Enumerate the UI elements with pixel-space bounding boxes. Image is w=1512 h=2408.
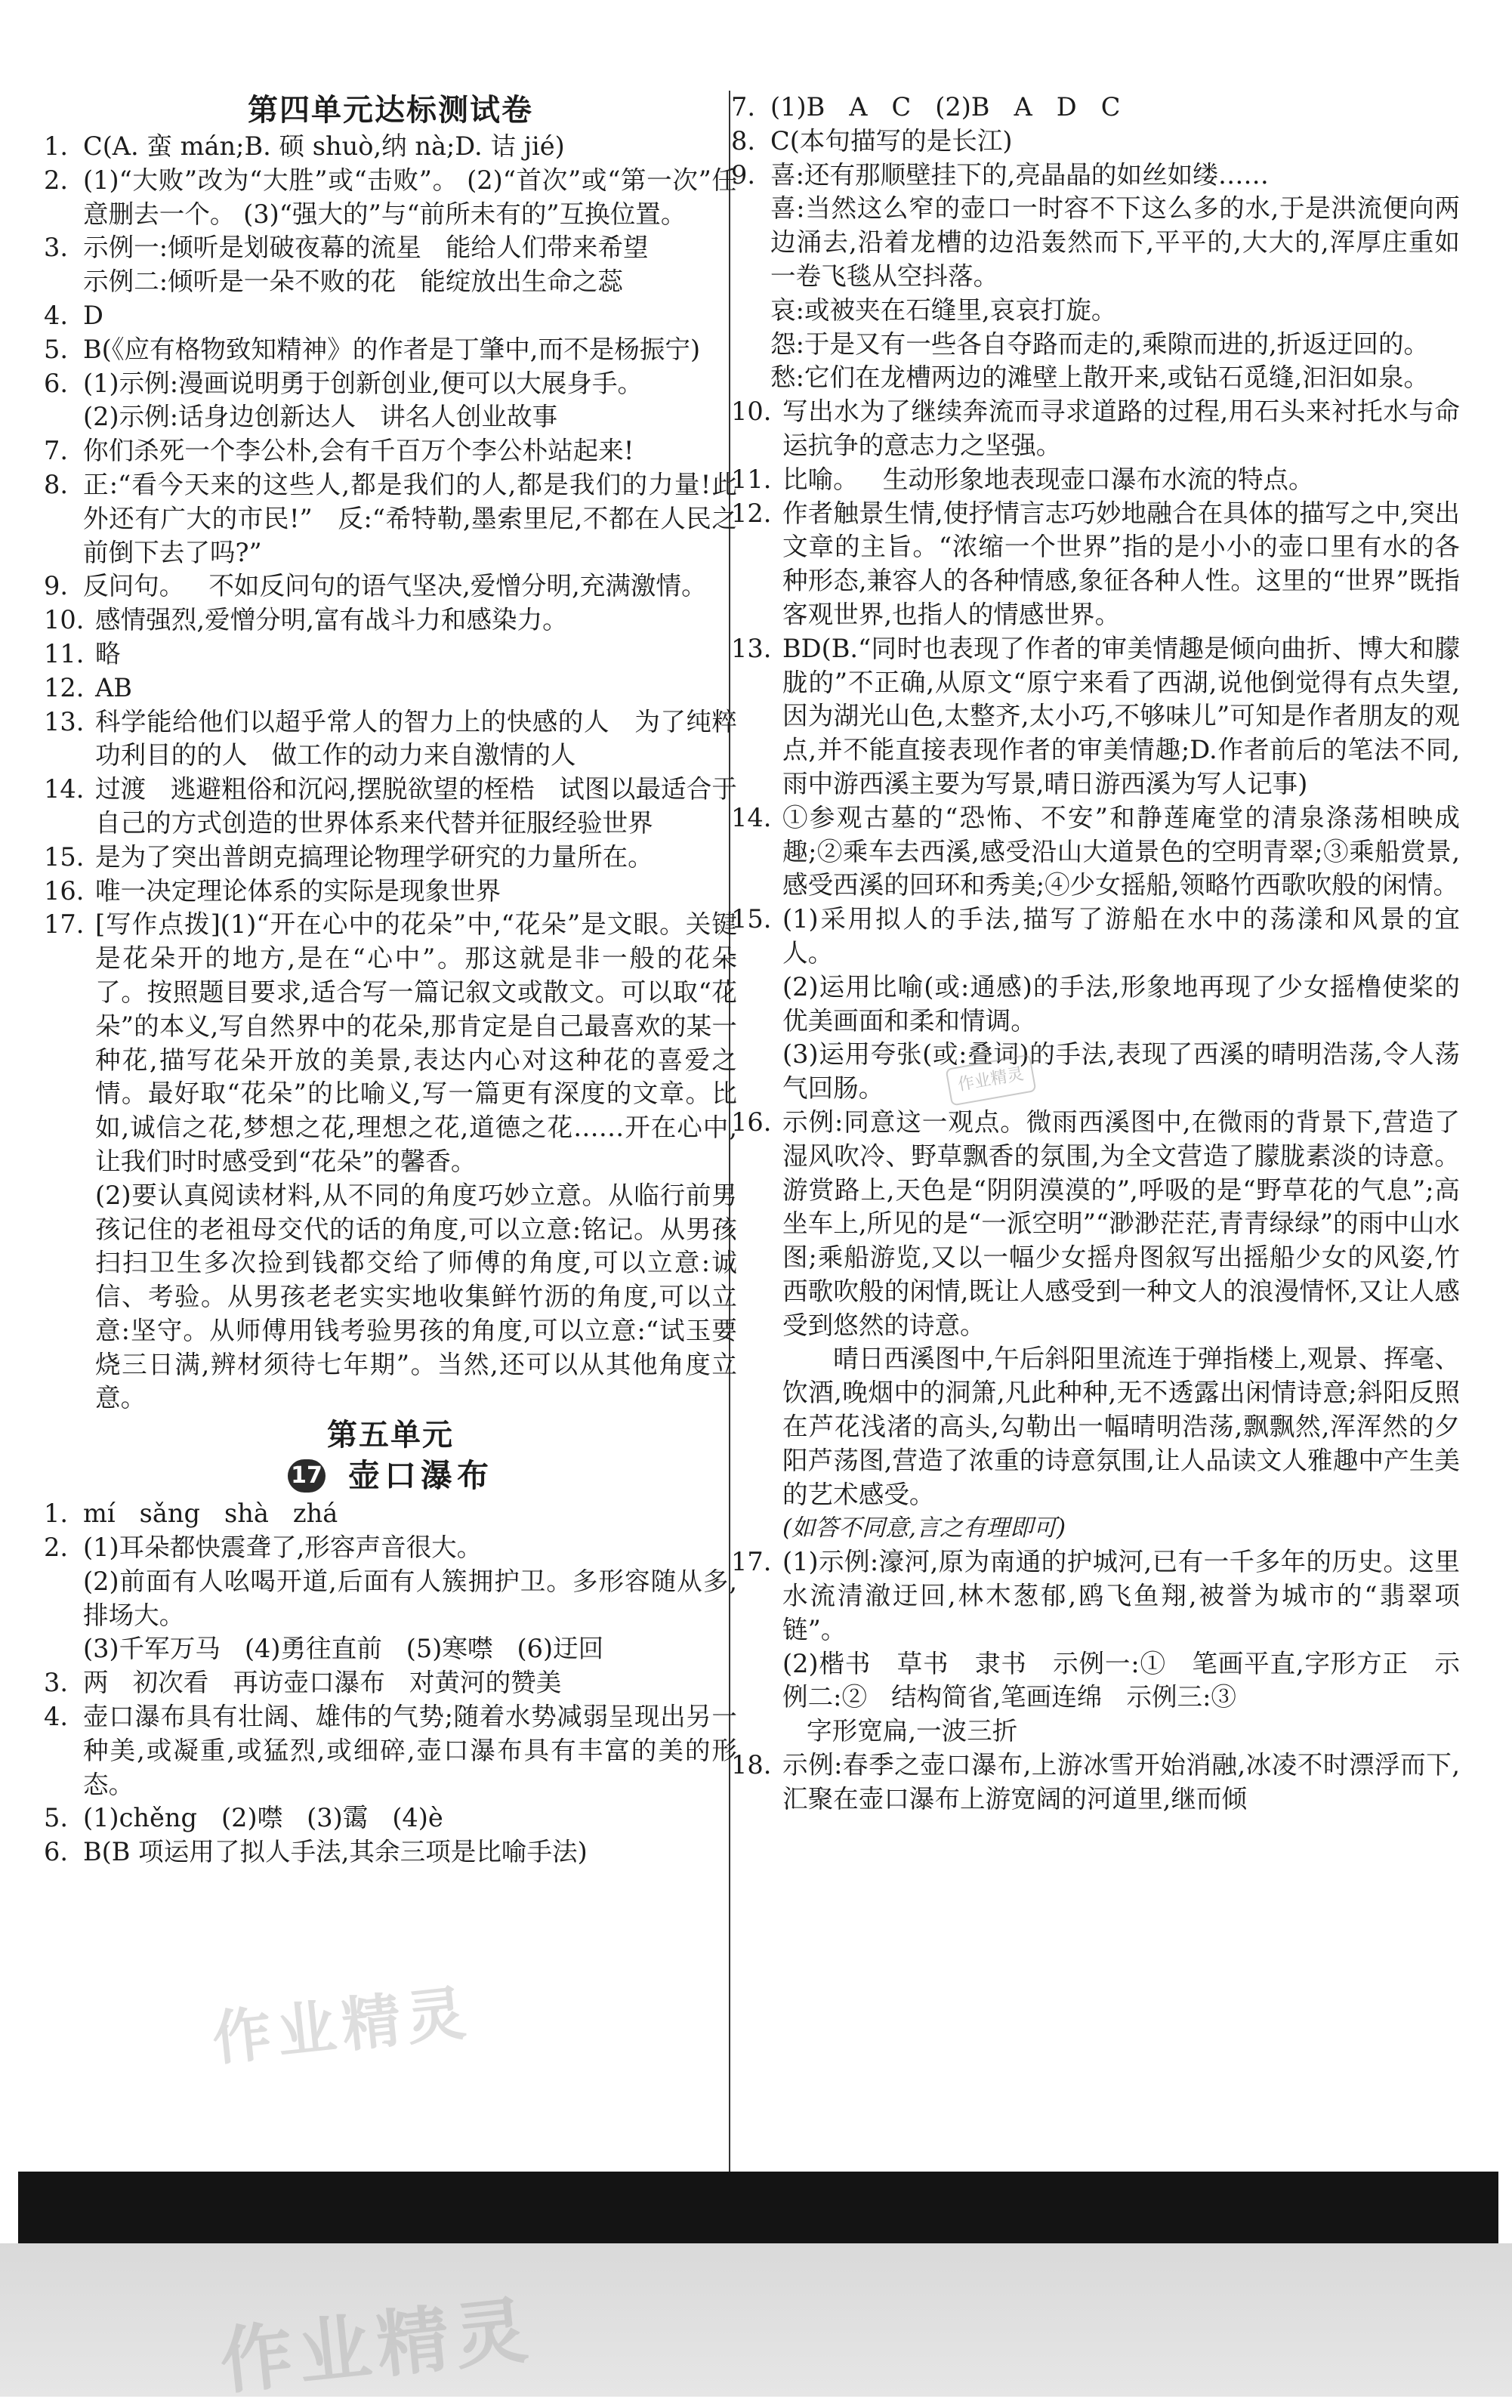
answer-number: 12.: [44, 672, 85, 702]
answer-number: 11.: [44, 638, 85, 668]
lesson-number-badge: 17: [288, 1459, 326, 1493]
answer-number: 3.: [44, 233, 69, 263]
answer-item: [731, 463, 1460, 497]
answer-item: [44, 638, 737, 671]
answer-item: [731, 91, 1460, 125]
answer-text: 反问句。 不如反问句的语气坚决,爱憎分明,充满激情。: [83, 571, 707, 601]
answer-item: [44, 570, 737, 604]
answer-number: 14.: [44, 774, 85, 804]
answer-text: 你们杀死一个李公朴,会有千百万个李公朴站起来!: [83, 436, 634, 466]
answer-number: 5.: [44, 334, 69, 364]
answer-number: 3.: [44, 1668, 69, 1698]
answer-number: 15.: [731, 904, 772, 934]
answer-text: 示例:同意这一观点。微雨西溪图中,在微雨的背景下,营造了湿风吹冷、野草飘香的氛围,为全文营造了朦胧素淡的诗意。游赏路上,天色是“阴阴漠漠的”,呼吸的是“野草花的气息”;高坐车上,所见的是“一派空明”“渺渺茫茫,青青绿绿”的雨中山水图;乘船游览,又以一幅少女摇舟图叙写出摇船少女的风姿,竹西歌吹般的闲情,既让人感受到一种文人的浪漫情怀,又让人感受到悠然的诗意。: [782, 1107, 1460, 1340]
answer-number: 5.: [44, 1803, 69, 1833]
answer-number: 8.: [44, 469, 69, 499]
answer-text: (1)“大败”改为“大胜”或“击败”。 (2)“首次”或“第一次”任意删去一个。 (3)“强大的”与“前所未有的”互换位置。: [83, 165, 737, 229]
answer-item: [44, 908, 737, 1415]
answer-item: [44, 1835, 737, 1869]
answer-text: 是为了突出普朗克搞理论物理学研究的力量所在。: [95, 841, 653, 872]
answer-number: 16.: [731, 1107, 772, 1137]
answer-number: 2.: [44, 1533, 69, 1563]
answer-item: [44, 468, 737, 570]
answer-text: 喜:还有那顺壁挂下的,亮晶晶的如丝如缕…… 喜:当然这么窄的壶口一时容不下这么多的水,于是洪流便向两边涌去,沿着龙槽的边沿轰然而下,平平的,大大的,浑厚庄重如一卷飞毯从空抖落。 哀:或被夹在石缝里,哀哀打旋。 怨:于是又有一些各自夺路而走的,乘隙而进的,折返迂回的。 愁:它们在龙槽两边的滩壁上散开来,或钻石觅缝,汩汩如泉。: [770, 159, 1460, 393]
lesson-answers: [44, 1497, 737, 1869]
watermark-text: 作业精灵: [208, 1979, 475, 2074]
answer-text: 感情强烈,爱憎分明,富有战斗力和感染力。: [95, 605, 568, 635]
answer-number: 2.: [44, 165, 69, 195]
answer-number: 4.: [44, 300, 69, 330]
answer-number: 10.: [44, 605, 85, 635]
answer-number: 18.: [731, 1750, 772, 1780]
answer-item: [731, 903, 1460, 1106]
lesson-heading: [44, 1455, 737, 1497]
answer-item: [44, 367, 737, 435]
answer-item: [731, 1106, 1460, 1343]
answer-number: 14.: [731, 802, 772, 832]
answer-text: 过渡 逃避粗俗和沉闷,摆脱欲望的桎梏 试图以最适合于自己的方式创造的世界体系来代替并征服经验世界: [95, 774, 737, 838]
right-column: [731, 91, 1460, 1817]
answer-text: BD(B.“同时也表现了作者的审美情趣是倾向曲折、博大和朦胧的”不正确,从原文“原宁来看了西湖,说他倒觉得有点失望,因为湖光山色,太整齐,太小巧,不够味儿”可知是作者朋友的观点,并不能直接表现作者的审美情趣;D.作者前后的笔法不同,雨中游西溪主要为写景,晴日游西溪为写人记事): [782, 633, 1461, 798]
answer-number: 16.: [44, 875, 85, 906]
answer-text: 比喻。 生动形象地表现壶口瀑布水流的特点。: [782, 464, 1314, 494]
answer-text-continued: 晴日西溪图中,午后斜阳里流连于弹指楼上,观景、挥毫、饮酒,晚烟中的洞箫,凡此种种,无不透露出闲情诗意;斜阳反照在芦花浅渚的高头,勾勒出一幅晴明浩荡,飘飘然,浑浑然的夕阳芦荡图,营造了浓重的诗意氛围,让人品读文人雅趣中产生美的艺术感受。: [782, 1344, 1460, 1509]
answer-item: [731, 125, 1460, 159]
answer-item: [44, 1666, 737, 1700]
answer-text: (1)示例:濠河,原为南通的护城河,已有一千多年的历史。这里水流清澈迂回,林木葱郁,鸥飞鱼翔,被誉为城市的“翡翠项链”。 (2)楷书 草书 隶书 示例一:① 笔画平直,字形方正 示例二:② 结构简省,笔画连绵 示例三:③ 字形宽扁,一波三折: [782, 1547, 1460, 1746]
answer-text: (1)B A C (2)B A D C: [770, 92, 1121, 122]
answer-number: 4.: [44, 1702, 69, 1732]
answer-text: mí sǎng shà zhá: [83, 1499, 338, 1529]
answer-text: [写作点拨](1)“开在心中的花朵”中,“花朵”是文眼。关键是花朵开的地方,是在“心中”。那这就是非一般的花朵了。按照题目要求,适合写一篇记叙文或散文。可以取“花朵”的本义,写自然界中的花朵,那肯定是自己最喜欢的某一种花,描写花朵开放的美景,表达内心对这种花的喜爱之情。最好取“花朵”的比喻义,写一篇更有深度的文章。比如,诚信之花,梦想之花,理想之花,道德之花……开在心中,让我们时时感受到“花朵”的馨香。 (2)要认真阅读材料,从不同的角度巧妙立意。从临行前男孩记住的老祖母交代的话的角度,可以立意:铭记。从男孩扫扫卫生多次捡到钱都交给了师傅的角度,可以立意:诚信、考验。从男孩老老实实地收集鲜竹沥的角度,可以立意:坚守。从师傅用钱考验男孩的角度,可以立意:“试玉要烧三日满,辨材须待七年期”。当然,还可以从其他角度立意。: [95, 909, 737, 1413]
answer-text: 唯一决定理论体系的实际是现象世界: [95, 875, 501, 906]
answer-item: [44, 434, 737, 468]
answer-number: 7.: [44, 436, 69, 466]
answer-number: 12.: [731, 498, 772, 528]
answer-text: 壶口瀑布具有壮阔、雄伟的气势;随着水势减弱呈现出另一种美,或凝重,或猛烈,或细碎,壶口瀑布具有丰富的美的形态。: [83, 1702, 737, 1799]
answer-item: [731, 395, 1460, 463]
answer-number: 7.: [731, 92, 756, 122]
unit4-title: 第四单元达标测试卷: [248, 93, 533, 128]
answer-number: 6.: [44, 1837, 69, 1867]
answer-item: [731, 1749, 1460, 1817]
answer-number: 1.: [44, 1499, 69, 1529]
unit5-title: 第五单元: [327, 1418, 454, 1453]
answer-text: C(本句描写的是长江): [770, 125, 1013, 156]
answer-item: [44, 841, 737, 875]
answer-number: 15.: [44, 841, 85, 872]
answer-text: ①参观古墓的“恐怖、不安”和静莲庵堂的清泉涤荡相映成趣;②乘车去西溪,感受沿山大道景色的空明青翠;③乘船赏景,感受西溪的回环和秀美;④少女摇船,领略竹西歌吹般的闲情。: [782, 802, 1460, 900]
answer-text: (1)chěng (2)噤 (3)霭 (4)è: [83, 1803, 443, 1833]
answer-text: (1)示例:漫画说明勇于创新创业,便可以大展身手。 (2)示例:话身边创新达人 讲名人创业故事: [83, 368, 643, 432]
answer-number: 17.: [44, 909, 85, 940]
answer-text: 示例:春季之壶口瀑布,上游冰雪开始消融,冰凌不时漂浮而下,汇聚在壶口瀑布上游宽阔的河道里,继而倾: [782, 1750, 1460, 1814]
answer-number: 11.: [731, 464, 772, 494]
stamp-watermark: 作业精灵: [946, 1054, 1037, 1106]
answer-item: [44, 671, 737, 705]
lesson-title: 壶口瀑布: [347, 1457, 493, 1495]
answer-text: AB: [95, 672, 132, 702]
answer-number: 6.: [44, 368, 69, 398]
answer-text: D: [83, 300, 103, 330]
answer-item: [731, 497, 1460, 632]
answer-item: [731, 159, 1460, 396]
answer-text: B(《应有格物致知精神》的作者是丁肇中,而不是杨振宁): [83, 334, 701, 364]
answer-text: C(A. 蛮 mán;B. 硕 shuò,纳 nà;D. 诘 jié): [83, 131, 565, 161]
answer-text: (1)采用拟人的手法,描写了游船在水中的荡漾和风景的宜人。 (2)运用比喻(或:通感)的手法,形象地再现了少女摇橹使桨的优美画面和柔和情调。 (3)运用夸张(或:叠词)的手法,表现了西溪的晴明浩荡,令人荡气回肠。: [782, 904, 1460, 1104]
answer-text: (1)耳朵都快震聋了,形容声音很大。 (2)前面有人吆喝开道,后面有人簇拥护卫。多形容随从多,排场大。 (3)千军万马 (4)勇往直前 (5)寒噤 (6)迂回: [83, 1533, 737, 1664]
answer-note: [731, 1511, 1460, 1545]
answer-item: [44, 299, 737, 333]
answer-item: [44, 705, 737, 773]
answer-number: 13.: [731, 633, 772, 663]
answer-item: [44, 333, 737, 367]
answer-item: [44, 231, 737, 299]
answer-item: [44, 130, 737, 164]
answer-item: [44, 1531, 737, 1666]
bottom-black-bar: [18, 2172, 1498, 2243]
answer-text: 两 初次看 再访壶口瀑布 对黄河的赞美: [83, 1668, 562, 1698]
answer-item: [44, 1700, 737, 1801]
answer-number: 1.: [44, 131, 69, 161]
answer-item: [731, 632, 1460, 801]
answer-item: [44, 1497, 737, 1531]
watermark-text-bottom: 作业精灵: [216, 2287, 538, 2405]
answer-note-text: (如答不同意,言之有理即可): [782, 1514, 1066, 1542]
answer-item: [731, 1545, 1460, 1749]
answer-number: 8.: [731, 125, 756, 156]
answer-text: 写出水为了继续奔流而寻求道路的过程,用石头来衬托水与命运抗争的意志力之坚强。: [782, 397, 1460, 460]
answer-number: 13.: [44, 706, 85, 736]
answer-number: 17.: [731, 1547, 772, 1577]
answer-text: 科学能给他们以超乎常人的智力上的快感的人 为了纯粹功利目的的人 做工作的动力来自激情的人: [95, 706, 737, 770]
unit4-answers: [44, 130, 737, 1415]
answer-text: 正:“看今天来的这些人,都是我们的人,都是我们的力量!此外还有广大的市民!” 反:“希特勒,墨索里尼,不都在人民之前倒下去了吗?”: [83, 469, 737, 567]
answer-item: [731, 801, 1460, 903]
answer-item: [44, 164, 737, 232]
answer-text: 作者触景生情,使抒情言志巧妙地融合在具体的描写之中,突出文章的主旨。“浓缩一个世界”指的是小小的壶口里有水的各种形态,兼容人的各种情感,象征各种人性。这里的“世界”既指客观世界,也指人的情感世界。: [782, 498, 1460, 629]
answer-number: 9.: [731, 159, 756, 190]
answer-text: B(B 项运用了拟人手法,其余三项是比喻手法): [83, 1837, 588, 1867]
answer-number: 10.: [731, 397, 772, 427]
answer-item: [44, 875, 737, 909]
answer-text: 略: [95, 638, 121, 668]
answer-item: [44, 773, 737, 841]
answer-item: [44, 604, 737, 638]
answer-item: [44, 1801, 737, 1835]
answer-item: [731, 1342, 1460, 1511]
left-column: [44, 91, 737, 1869]
answer-text: 示例一:倾听是划破夜幕的流星 能给人们带来希望 示例二:倾听是一朵不败的花 能绽放出生命之蕊: [83, 233, 649, 297]
answer-number: 9.: [44, 571, 69, 601]
